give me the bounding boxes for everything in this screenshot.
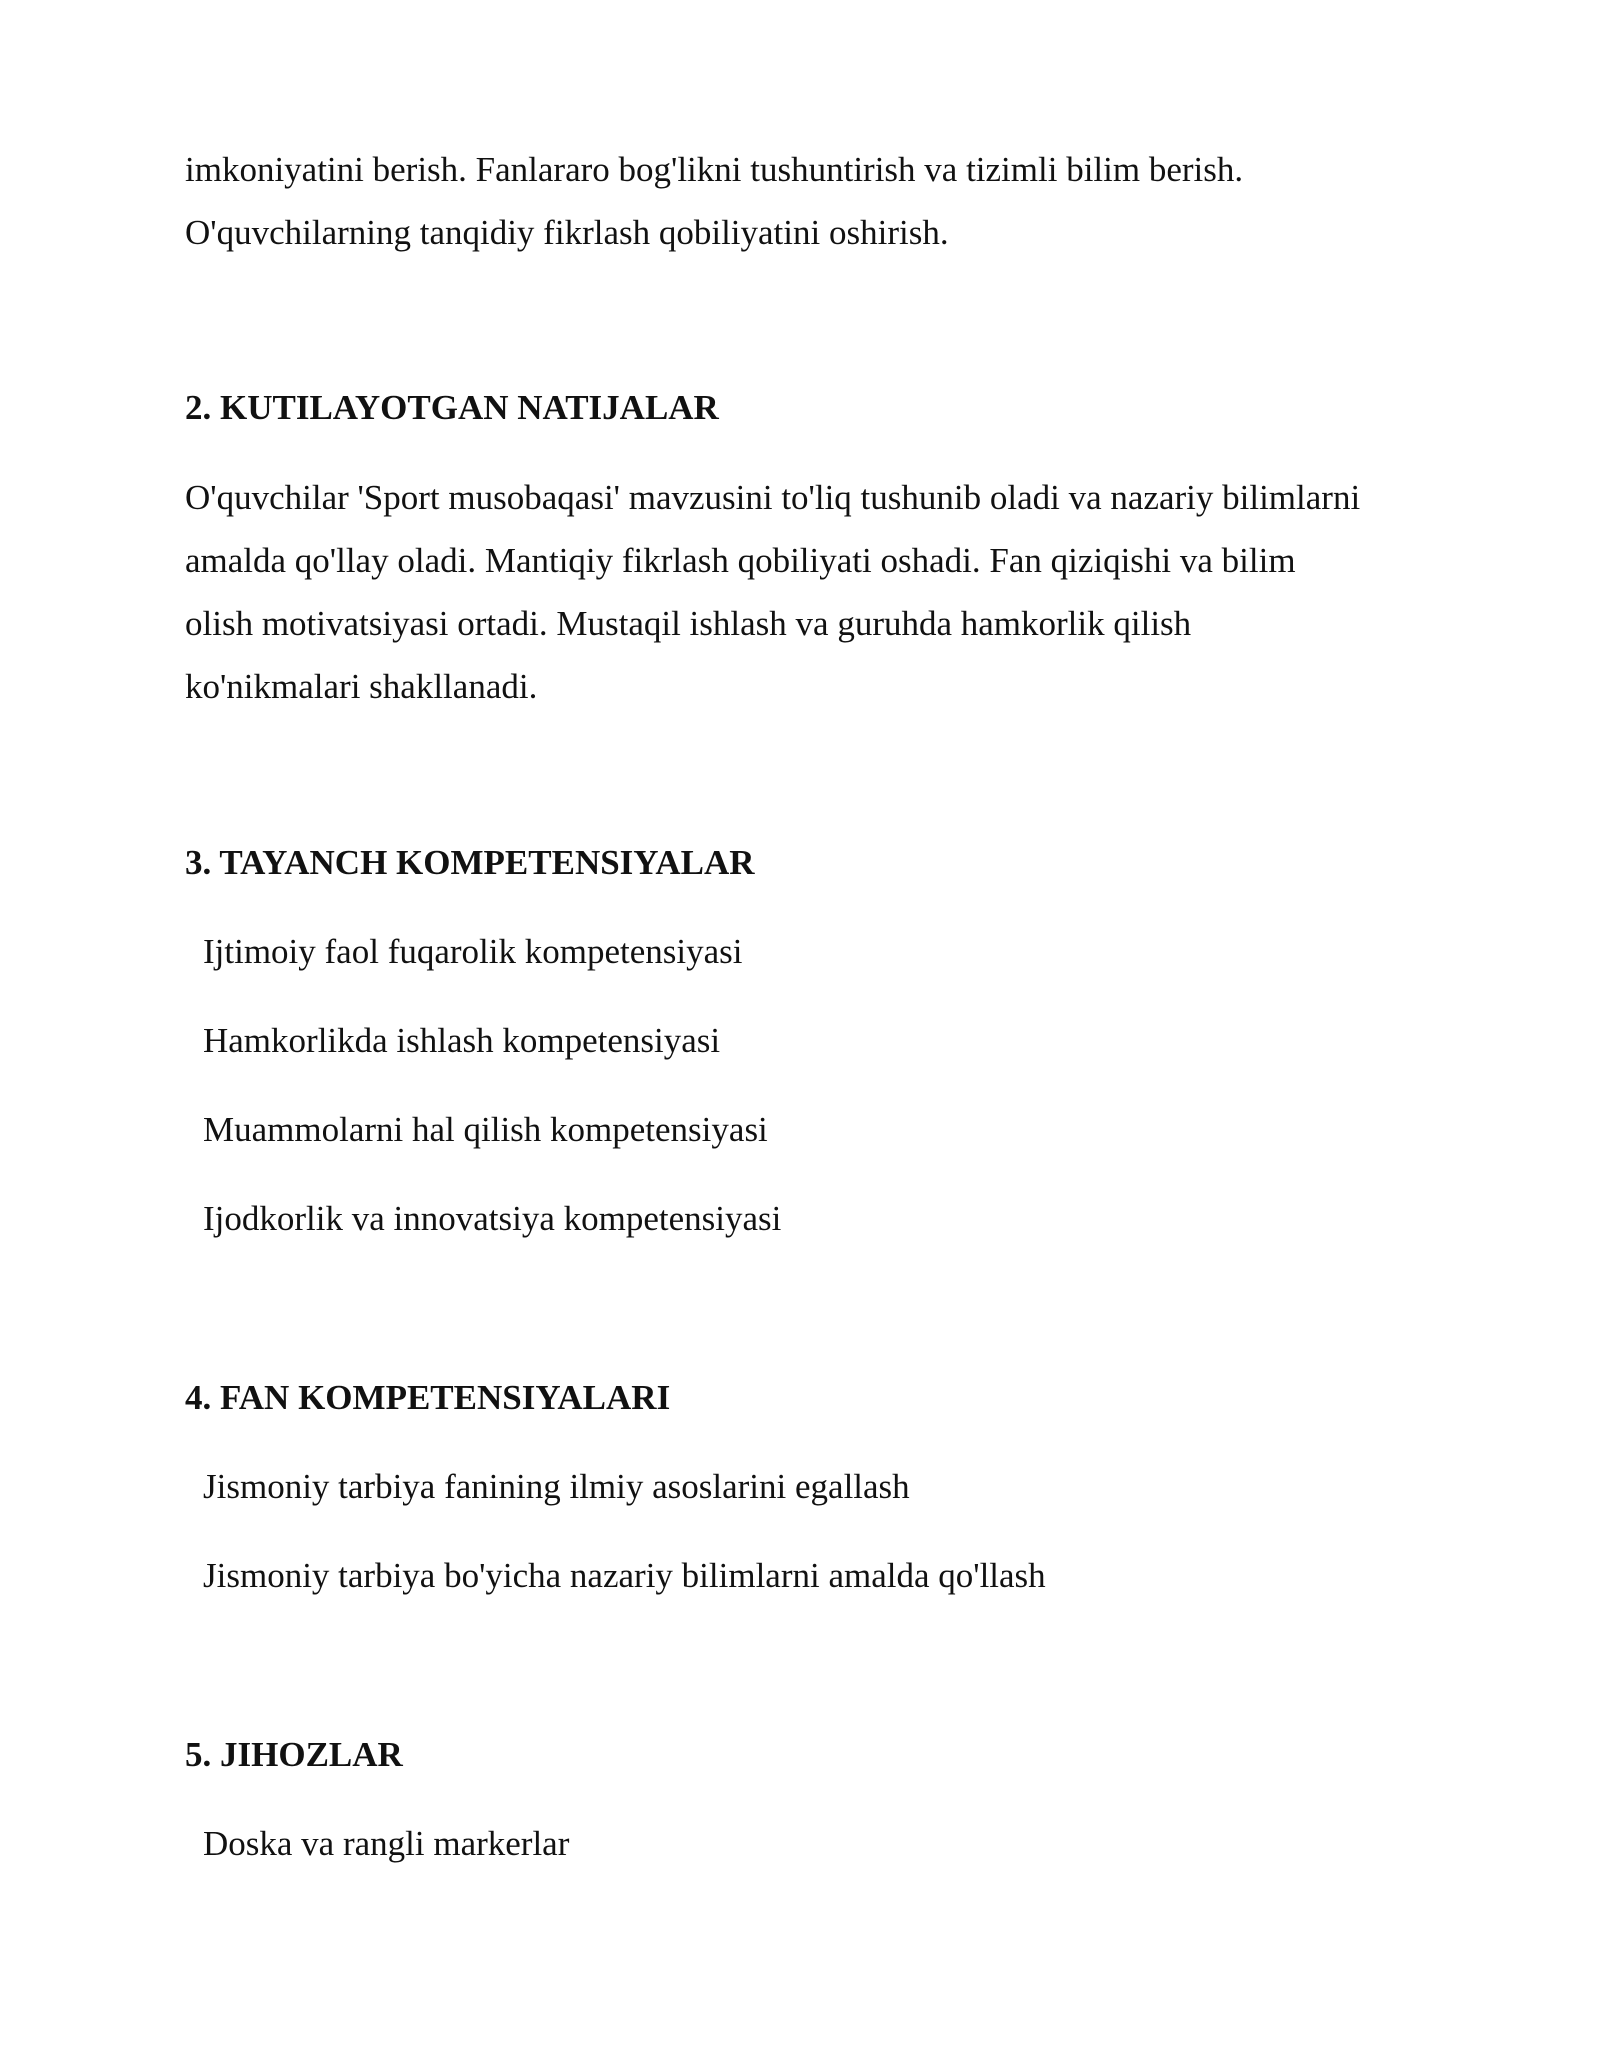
list-item: Ijodkorlik va innovatsiya kompetensiyasi — [203, 1199, 782, 1238]
paragraph-line: olish motivatsiyasi ortadi. Mustaqil ishlash va guruhda hamkorlik qilish — [185, 604, 1192, 643]
list-item: Jismoniy tarbiya bo'yicha nazariy bilimlarni amalda qo'llash — [203, 1556, 1046, 1595]
intro-line: imkoniyatini berish. Fanlararo bog'likni tushuntirish va tizimli bilim berish. — [185, 150, 1244, 189]
paragraph-line: amalda qo'llay oladi. Mantiqiy fikrlash qobiliyati oshadi. Fan qiziqishi va bilim — [185, 541, 1296, 580]
section-heading-natijalar: 2. KUTILAYOTGAN NATIJALAR — [185, 388, 719, 427]
paragraph-line: O'quvchilar 'Sport musobaqasi' mavzusini to'liq tushunib oladi va nazariy bilimlarni — [185, 478, 1361, 517]
list-item: Hamkorlikda ishlash kompetensiyasi — [203, 1021, 721, 1060]
section-heading-jihozlar: 5. JIHOZLAR — [185, 1735, 403, 1774]
paragraph-line: ko'nikmalari shakllanadi. — [185, 667, 538, 706]
section-heading-fan-kompetensiyalari: 4. FAN KOMPETENSIYALARI — [185, 1378, 671, 1417]
list-item: Ijtimoiy faol fuqarolik kompetensiyasi — [203, 932, 743, 971]
list-item: Doska va rangli markerlar — [203, 1824, 570, 1863]
list-item: Jismoniy tarbiya fanining ilmiy asoslarini egallash — [203, 1467, 910, 1506]
list-item: Muammolarni hal qilish kompetensiyasi — [203, 1110, 768, 1149]
section-heading-tayanch-kompetensiyalar: 3. TAYANCH KOMPETENSIYALAR — [185, 843, 755, 882]
intro-line: O'quvchilarning tanqidiy fikrlash qobiliyatini oshirish. — [185, 213, 949, 252]
